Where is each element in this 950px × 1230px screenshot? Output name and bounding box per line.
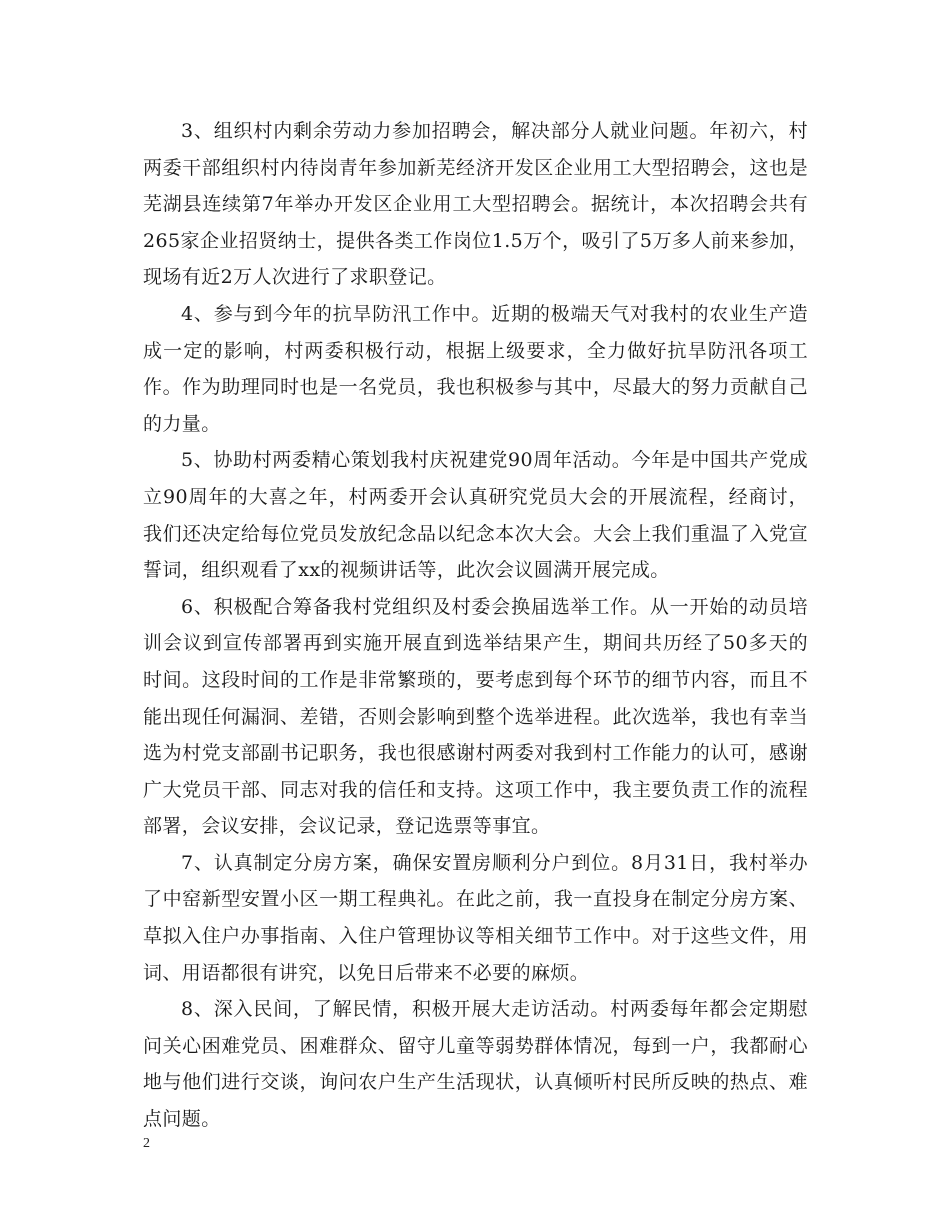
paragraph-item-7: 7、认真制定分房方案，确保安置房顺利分户到位。8月31日，我村举办了中窑新型安置小区一期工程典礼。在此之前，我一直投身在制定分房方案、草拟入住户办事指南、入住户管理协议等相关细节工作中。对于这些文件，用词、用语都很有讲究，以免日后带来不必要的麻烦。 [143,851,808,984]
page-number: 2 [143,1136,150,1151]
document-body [143,113,808,1138]
paragraph-item-8: 8、深入民间，了解民情，积极开展大走访活动。村两委每年都会定期慰问关心困难党员、困难群众、留守儿童等弱势群体情况，每到一户，我都耐心地与他们进行交谈，询问农户生产生活现状，认真倾听村民所反映的热点、难点问题。 [143,998,808,1131]
paragraph-item-4: 4、参与到今年的抗旱防汛工作中。近期的极端天气对我村的农业生产造成一定的影响，村两委积极行动，根据上级要求，全力做好抗旱防汛各项工作。作为助理同时也是一名党员，我也积极参与其中，尽最大的努力贡献自己的力量。 [143,302,808,435]
paragraph-item-3: 3、组织村内剩余劳动力参加招聘会，解决部分人就业问题。年初六，村两委干部组织村内待岗青年参加新芜经济开发区企业用工大型招聘会，这也是芜湖县连续第7年举办开发区企业用工大型招聘会。据统计，本次招聘会共有265家企业招贤纳士，提供各类工作岗位1.5万个，吸引了5万多人前来参加，现场有近2万人次进行了求职登记。 [143,120,808,289]
paragraph-item-6: 6、积极配合筹备我村党组织及村委会换届选举工作。从一开始的动员培训会议到宣传部署再到实施开展直到选举结果产生，期间共历经了50多天的时间。这段时间的工作是非常繁琐的，要考虑到每个环节的细节内容，而且不能出现任何漏洞、差错，否则会影响到整个选举进程。此次选举，我也有幸当选为村党支部副书记职务，我也很感谢村两委对我到村工作能力的认可，感谢广大党员干部、同志对我的信任和支持。这项工作中，我主要负责工作的流程部署，会议安排，会议记录，登记选票等事宜。 [143,595,808,838]
paragraph-item-5: 5、协助村两委精心策划我村庆祝建党90周年活动。今年是中国共产党成立90周年的大喜之年，村两委开会认真研究党员大会的开展流程，经商讨，我们还决定给每位党员发放纪念品以纪念本次大会。大会上我们重温了入党宣誓词，组织观看了xx的视频讲话等，此次会议圆满开展完成。 [143,449,808,582]
